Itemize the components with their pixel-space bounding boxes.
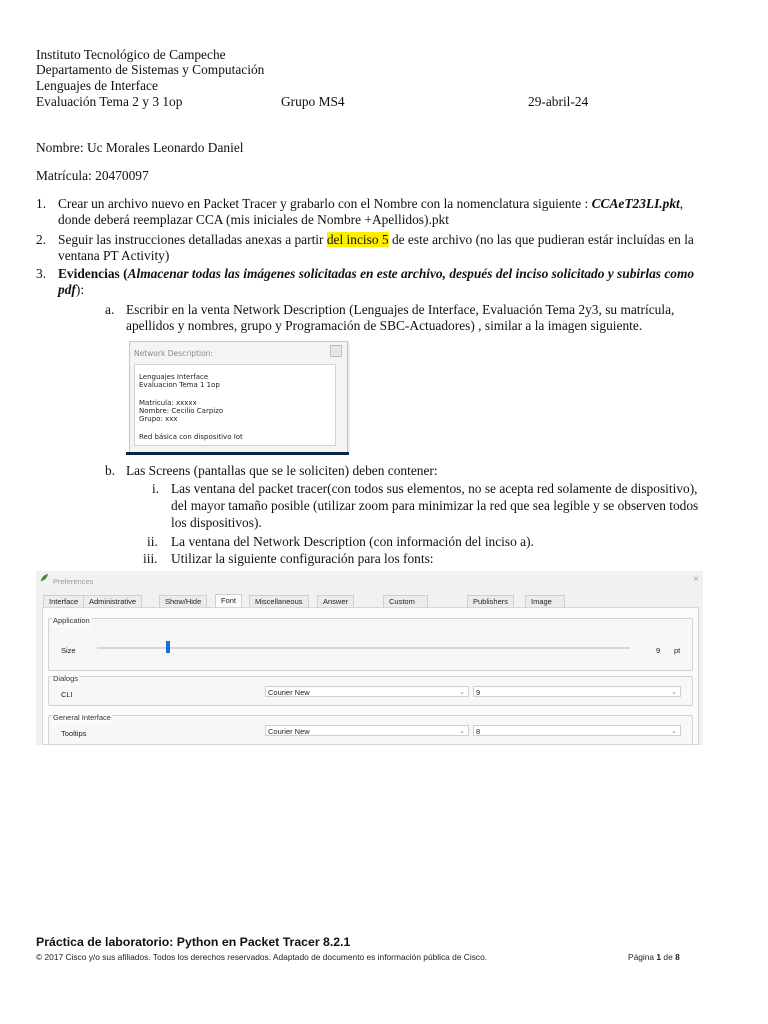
sub-ii-marker: ii.	[147, 534, 158, 549]
description-line: Nombre: Cecilio Carpizo	[139, 407, 224, 415]
sub-b-line-1: Las Screens (pantallas que se le soliciten) deben contener:	[126, 463, 438, 478]
page-current: 1	[656, 952, 662, 962]
sub-a-line-2: apellidos y nombres, grupo y Programación de SBC-Actuadores) , similar a la imagen siguiente.	[126, 318, 643, 333]
tab-administrative[interactable]: Administrative	[83, 595, 142, 607]
sub-i-marker: i.	[152, 481, 160, 496]
cli-size-select[interactable]	[473, 686, 681, 697]
sub-b-marker: b.	[105, 463, 116, 478]
dialogs-group	[48, 676, 693, 706]
chevron-down-icon: ⌄	[671, 728, 677, 735]
document-date: 29-abril-24	[528, 94, 589, 109]
chevron-down-icon: ⌄	[459, 728, 465, 735]
sub-a-marker: a.	[105, 302, 115, 317]
tooltips-font-value: Courier New	[268, 727, 310, 736]
footer-title: Práctica de laboratorio: Python en Packet Tracer 8.2.1	[36, 935, 351, 949]
network-description-textbox	[134, 364, 336, 446]
footer-copyright: © 2017 Cisco y/o sus afiliados. Todos los derechos reservados. Adaptado de documento es información pública de Cisco.	[36, 952, 488, 962]
item-3-emphasis: Almacenar todas las imágenes solicitadas en este archivo, después del inciso solicitado y subirlas como	[127, 266, 695, 281]
item-2-number: 2.	[36, 232, 47, 247]
item-2-line-2: ventana PT Activity)	[58, 248, 170, 263]
item-2-text-rest: de este archivo (no las que pudieran estár incluídas en la	[388, 232, 694, 247]
description-line: Grupo: xxx	[139, 415, 178, 423]
tooltips-size-select[interactable]	[473, 725, 681, 736]
item-1-line-2: donde deberá reemplazar CCA (mis iniciales de Nombre +Apellidos).pkt	[58, 212, 449, 227]
tab-custom-interfaces[interactable]: Custom	[383, 595, 428, 607]
tooltips-font-select[interactable]	[265, 725, 469, 736]
sub-i-line-3: los dispositivos).	[171, 515, 262, 530]
network-description-window	[129, 341, 348, 453]
font-size-slider-track[interactable]	[97, 647, 630, 649]
size-unit: pt	[674, 646, 681, 655]
institution-name: Instituto Tecnológico de Campeche	[36, 47, 226, 62]
cli-label: CLI	[61, 690, 73, 699]
sub-ii-line-1: La ventana del Network Description (con información del inciso a).	[171, 534, 534, 549]
taskbar-strip	[126, 452, 349, 455]
font-settings-panel	[42, 607, 699, 745]
item-3-close: ):	[75, 282, 85, 297]
cli-size-value: 9	[476, 688, 481, 697]
tooltips-size-value: 8	[476, 727, 481, 736]
size-value: 9	[656, 646, 661, 655]
description-line: Red básica con dispositivo Iot	[139, 433, 243, 441]
application-group	[48, 618, 693, 671]
item-1-comma: ,	[679, 196, 684, 211]
page-total: 8	[675, 952, 680, 962]
item-1-text: Crear un archivo nuevo en Packet Tracer y grabarlo con el Nombre con la nomenclatura siguiente :	[58, 196, 592, 211]
sub-i-line-2: del mayor tamaño posible (utilizar zoom para minimizar la red que sea legible y se observen todos	[171, 498, 699, 513]
chevron-down-icon: ⌄	[459, 689, 465, 696]
tab-image-cleanup[interactable]: Image	[525, 595, 565, 607]
sub-i-line-1: Las ventana del packet tracer(con todos sus elementos, no se acepta red solamente de dispositivo),	[171, 481, 698, 496]
department-name: Departamento de Sistemas y Computación	[36, 62, 265, 77]
application-group-label: Application	[52, 613, 91, 628]
item-3-paren: (	[119, 266, 128, 281]
item-3-line-1	[58, 266, 694, 281]
preferences-title: Preferences	[53, 577, 94, 586]
page-prefix: Página	[628, 952, 657, 962]
size-label: Size	[61, 646, 76, 655]
student-name: Nombre: Uc Morales Leonardo Daniel	[36, 140, 244, 155]
tooltips-label: Tooltips	[61, 729, 87, 738]
app-leaf-icon	[40, 573, 49, 582]
cli-font-value: Courier New	[268, 688, 310, 697]
course-name: Lenguajes de Interface	[36, 78, 158, 93]
maximize-icon	[330, 345, 342, 357]
item-2-text: Seguir las instrucciones detalladas anexas a partir	[58, 232, 327, 247]
item-3-label: Evidencias	[58, 266, 120, 281]
item-2-highlight: del inciso 5	[326, 232, 389, 247]
item-1-filename: CCAeT23LI.pkt	[591, 196, 680, 211]
item-3-number: 3.	[36, 266, 47, 281]
page-separator: de	[661, 952, 676, 962]
preferences-window	[36, 571, 703, 745]
tab-interface[interactable]: Interface	[43, 595, 84, 607]
student-matricula: Matrícula: 20470097	[36, 168, 149, 183]
dialogs-group-label: Dialogs	[52, 671, 79, 686]
description-line: Matricula: xxxxx	[139, 399, 197, 407]
description-line: Evaluacion Tema 1 1op	[139, 381, 220, 389]
general-interface-group	[48, 715, 693, 745]
item-1-line-1	[58, 196, 683, 211]
font-size-slider-thumb[interactable]	[166, 641, 170, 653]
tab-font[interactable]: Font	[215, 594, 242, 608]
description-line: Lenguajes Interface	[139, 373, 209, 381]
cli-font-select[interactable]	[265, 686, 469, 697]
sub-a-line-1: Escribir en la venta Network Description (Lenguajes de Interface, Evaluación Tema 2y3, su matrícula,	[126, 302, 675, 317]
item-3-pdf: pdf	[58, 282, 76, 297]
tab-answer-tree[interactable]: Answer	[317, 595, 354, 607]
chevron-down-icon: ⌄	[671, 689, 677, 696]
item-2-line-1	[58, 232, 694, 247]
page-number	[628, 950, 680, 965]
sub-iii-line-1: Utilizar la siguiente configuración para los fonts:	[171, 551, 434, 566]
item-1-number: 1.	[36, 196, 47, 211]
item-3-line-2	[58, 282, 84, 297]
evaluation-title: Evaluación Tema 2 y 3 1op	[36, 94, 183, 109]
general-interface-group-label: General Interface	[52, 710, 112, 725]
network-description-title: Network Description:	[134, 349, 213, 358]
tab-publishers[interactable]: Publishers	[467, 595, 514, 607]
tab-show-hide[interactable]: Show/Hide	[159, 595, 207, 607]
sub-iii-marker: iii.	[143, 551, 158, 566]
tab-miscellaneous[interactable]: Miscellaneous	[249, 595, 309, 607]
group-label: Grupo MS4	[281, 94, 345, 109]
close-icon[interactable]: ×	[693, 574, 699, 585]
